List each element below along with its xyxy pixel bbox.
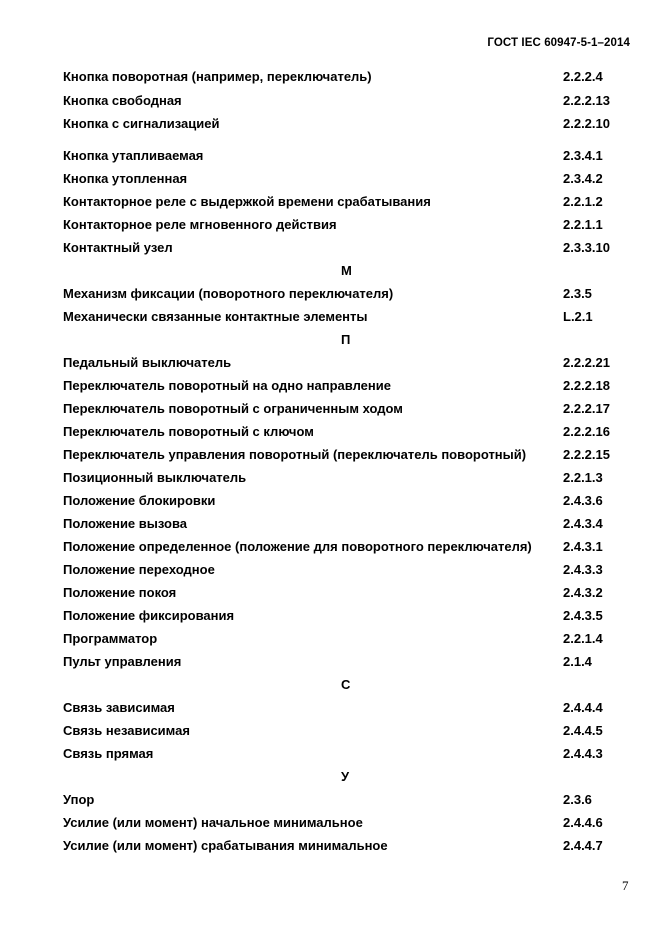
index-entry: [0, 239, 662, 257]
index-entry: [0, 653, 662, 671]
index-entry: [0, 630, 662, 648]
index-letter: М: [341, 263, 352, 278]
index-entry: [0, 814, 662, 832]
index-letter-heading: [0, 331, 662, 349]
index-clause-ref: 2.2.1.1: [563, 217, 603, 232]
index-term: Переключатель управления поворотный (переключатель поворотный): [63, 447, 527, 462]
index-term: Переключатель поворотный на одно направление: [63, 378, 391, 393]
index-entry: [0, 515, 662, 533]
index-clause-ref: 2.4.4.5: [563, 723, 603, 738]
index-entry: [0, 68, 662, 86]
index-term: Контакторное реле мгновенного действия: [63, 217, 337, 232]
index-term: Кнопка утапливаемая: [63, 148, 204, 163]
document-header: ГОСТ IEC 60947-5-1–2014: [487, 37, 630, 49]
index-clause-ref: 2.2.2.4: [563, 69, 603, 84]
index-entry: [0, 216, 662, 234]
index-term: Кнопка с сигнализацией: [63, 116, 220, 131]
index-clause-ref: 2.4.4.6: [563, 815, 603, 830]
index-term: Переключатель поворотный с ключом: [63, 424, 314, 439]
index-term: Упор: [63, 792, 95, 807]
index-term: Положение блокировки: [63, 493, 216, 508]
index-clause-ref: 2.3.5: [563, 286, 592, 301]
index-term: Кнопка свободная: [63, 93, 182, 108]
index-entry: [0, 377, 662, 395]
index-entry: [0, 745, 662, 763]
index-clause-ref: 2.2.1.4: [563, 631, 603, 646]
index-clause-ref: 2.3.3.10: [563, 240, 610, 255]
index-clause-ref: 2.2.2.16: [563, 424, 610, 439]
index-term: Механизм фиксации (поворотного переключателя): [63, 286, 394, 301]
index-term: Связь прямая: [63, 746, 154, 761]
index-term: Переключатель поворотный с ограниченным ходом: [63, 401, 403, 416]
index-clause-ref: 2.4.3.1: [563, 539, 603, 554]
index-clause-ref: 2.2.2.17: [563, 401, 610, 416]
index-clause-ref: 2.3.4.1: [563, 148, 603, 163]
index-entry: [0, 538, 662, 556]
index-clause-ref: 2.3.6: [563, 792, 592, 807]
index-entry: [0, 722, 662, 740]
index-entry: [0, 115, 662, 133]
index-entry: [0, 193, 662, 211]
index-clause-ref: 2.2.1.2: [563, 194, 603, 209]
index-term: Положение фиксирования: [63, 608, 235, 623]
index-term: Положение покоя: [63, 585, 177, 600]
index-clause-ref: 2.4.4.4: [563, 700, 603, 715]
index-letter-heading: [0, 676, 662, 694]
index-clause-ref: 2.3.4.2: [563, 171, 603, 186]
index-term: Кнопка утопленная: [63, 171, 188, 186]
index-letter-heading: [0, 262, 662, 280]
index-clause-ref: 2.2.2.18: [563, 378, 610, 393]
index-entry: [0, 354, 662, 372]
index-term: Связь независимая: [63, 723, 190, 738]
index-entry: [0, 469, 662, 487]
index-clause-ref: 2.4.3.3: [563, 562, 603, 577]
index-term: Положение вызова: [63, 516, 188, 531]
index-term: Связь зависимая: [63, 700, 175, 715]
index-entry: [0, 285, 662, 303]
index-term: Кнопка поворотная (например, переключатель): [63, 69, 372, 84]
index-term: Позиционный выключатель: [63, 470, 247, 485]
index-clause-ref: 2.2.2.15: [563, 447, 610, 462]
index-letter-heading: [0, 768, 662, 786]
index-entry: [0, 423, 662, 441]
index-clause-ref: L.2.1: [563, 309, 593, 324]
index-entry: [0, 147, 662, 165]
index-letter: У: [341, 769, 350, 784]
index-entry: [0, 400, 662, 418]
index-entry: [0, 492, 662, 510]
index-letter: П: [341, 332, 351, 347]
index-term: Усилие (или момент) срабатывания минимальное: [63, 838, 388, 853]
index-term: Положение определенное (положение для поворотного переключателя): [63, 539, 532, 554]
index-entry: [0, 308, 662, 326]
index-entry: [0, 607, 662, 625]
index-clause-ref: 2.4.4.7: [563, 838, 603, 853]
index-clause-ref: 2.2.2.21: [563, 355, 610, 370]
index-entry: [0, 791, 662, 809]
index-entry: [0, 561, 662, 579]
page-number: 7: [622, 878, 629, 893]
index-term: Усилие (или момент) начальное минимальное: [63, 815, 363, 830]
index-entry: [0, 92, 662, 110]
index-entry: [0, 837, 662, 855]
index-term: Программатор: [63, 631, 158, 646]
index-term: Положение переходное: [63, 562, 215, 577]
index-term: Контакторное реле с выдержкой времени срабатывания: [63, 194, 431, 209]
index-term: Контактный узел: [63, 240, 173, 255]
index-clause-ref: 2.4.3.6: [563, 493, 603, 508]
index-clause-ref: 2.1.4: [563, 654, 592, 669]
index-clause-ref: 2.2.2.10: [563, 116, 610, 131]
index-clause-ref: 2.4.3.4: [563, 516, 603, 531]
index-entry: [0, 699, 662, 717]
index-entry: [0, 584, 662, 602]
index-clause-ref: 2.2.2.13: [563, 93, 610, 108]
index-term: Механически связанные контактные элементы: [63, 309, 368, 324]
index-entry: [0, 446, 662, 464]
index-entry: [0, 170, 662, 188]
index-clause-ref: 2.4.3.5: [563, 608, 603, 623]
index-letter: С: [341, 677, 351, 692]
index-clause-ref: 2.2.1.3: [563, 470, 603, 485]
index-term: Пульт управления: [63, 654, 182, 669]
index-clause-ref: 2.4.4.3: [563, 746, 603, 761]
index-clause-ref: 2.4.3.2: [563, 585, 603, 600]
index-term: Педальный выключатель: [63, 355, 232, 370]
